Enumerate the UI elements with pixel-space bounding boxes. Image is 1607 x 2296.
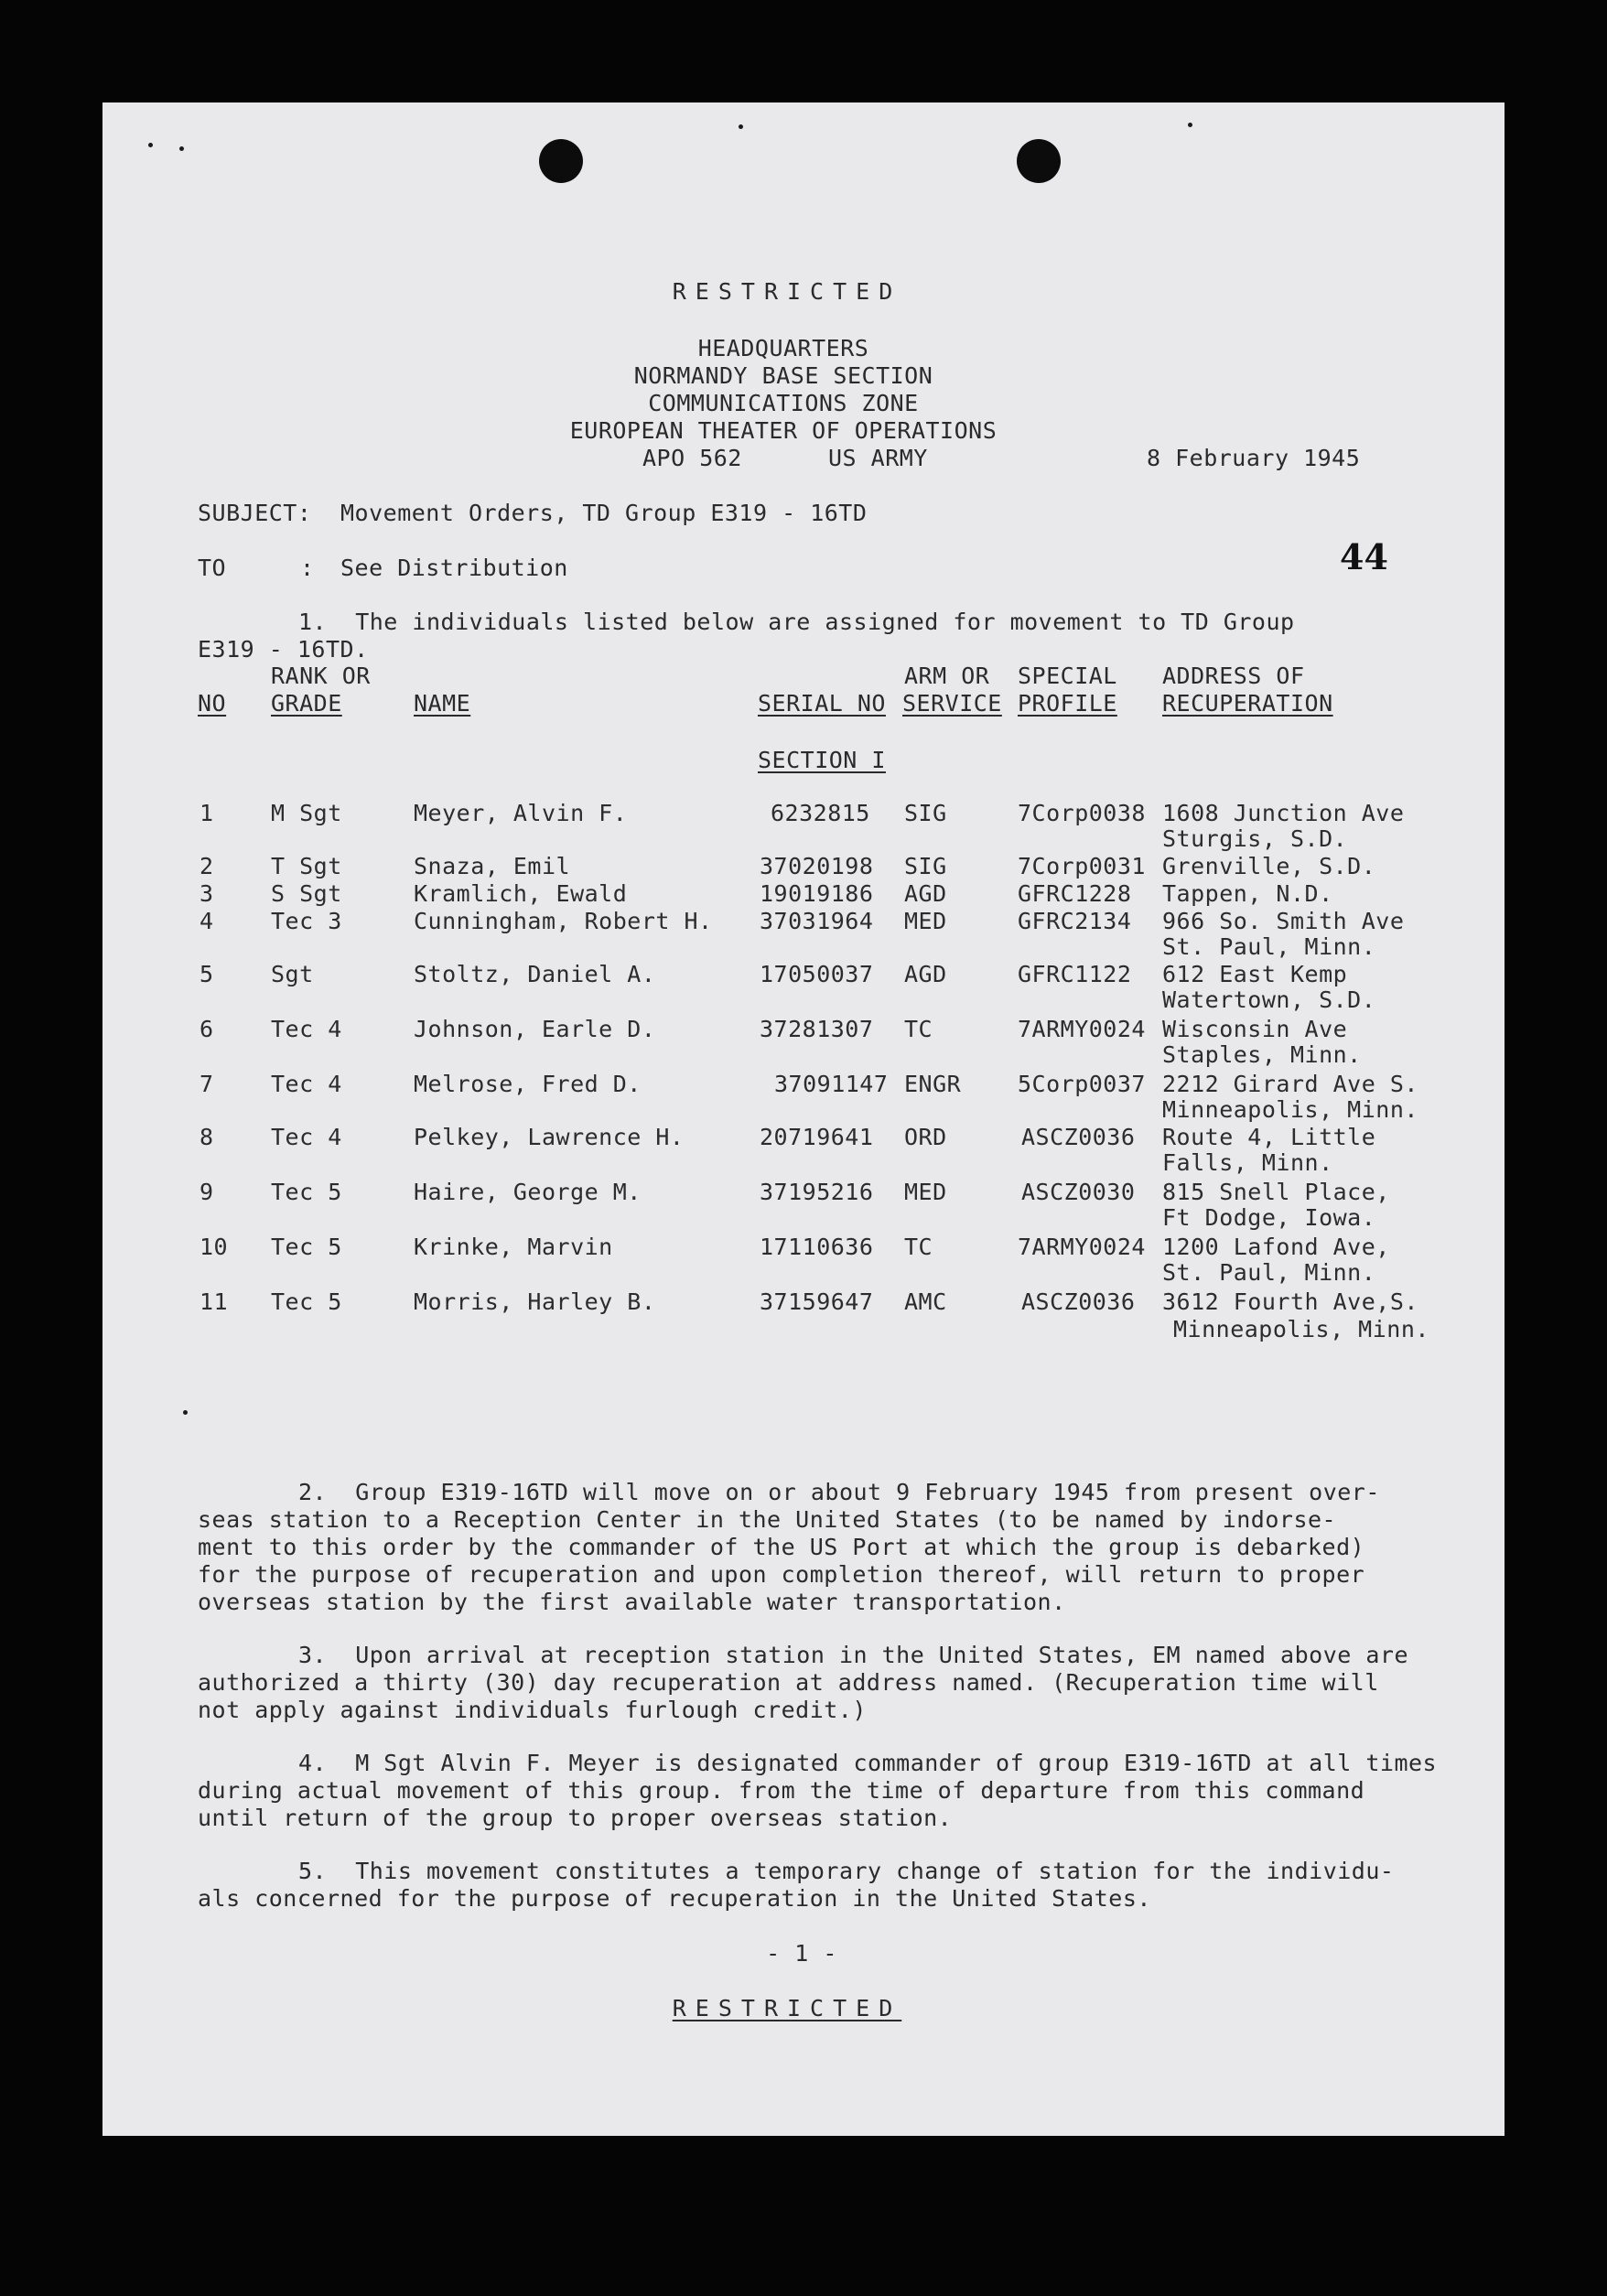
row-grade: Tec 3	[271, 908, 342, 934]
row-address: 966 So. Smith Ave	[1162, 908, 1405, 934]
paragraph-4: during actual movement of this group. from the time of departure from this command	[198, 1777, 1365, 1804]
row-address: Minneapolis, Minn.	[1162, 1096, 1418, 1123]
row-no: 11	[200, 1288, 229, 1315]
paragraph-2: ment to this order by the commander of the US Port at which the group is debarked)	[198, 1534, 1365, 1560]
row-no: 1	[200, 800, 214, 826]
column-header-profile: PROFILE	[1018, 690, 1117, 717]
row-arm: ENGR	[904, 1071, 962, 1097]
row-address: Wisconsin Ave	[1162, 1016, 1348, 1042]
row-profile: ASCZ0036	[1021, 1288, 1136, 1315]
punch-hole-left	[539, 139, 583, 183]
row-name: Krinke, Marvin	[414, 1234, 613, 1260]
column-header: ARM OR	[904, 663, 990, 689]
row-serial: 37091147	[774, 1071, 889, 1097]
row-no: 6	[200, 1016, 214, 1042]
header-line: HEADQUARTERS	[697, 335, 869, 361]
row-address: St. Paul, Minn.	[1162, 933, 1376, 960]
row-address: Falls, Minn.	[1162, 1149, 1333, 1176]
row-serial: 20719641	[760, 1124, 874, 1150]
row-grade: Tec 5	[271, 1288, 342, 1315]
classification-top: RESTRICTED	[672, 278, 902, 305]
row-arm: AGD	[904, 880, 947, 907]
row-profile: 7ARMY0024	[1018, 1016, 1146, 1042]
row-address: Route 4, Little	[1162, 1124, 1376, 1150]
subject-text: Movement Orders, TD Group E319 - 16TD	[340, 500, 868, 526]
subject-label: SUBJECT:	[198, 500, 312, 526]
row-profile: ASCZ0036	[1021, 1124, 1136, 1150]
row-address: 1200 Lafond Ave,	[1162, 1234, 1390, 1260]
row-serial: 37031964	[760, 908, 874, 934]
row-serial: 17110636	[760, 1234, 874, 1260]
document-date: 8 February 1945	[1147, 445, 1361, 471]
footer-page-number: - 1 -	[766, 1940, 837, 1967]
row-grade: Tec 4	[271, 1071, 342, 1097]
row-profile: 5Corp0037	[1018, 1071, 1146, 1097]
row-no: 10	[200, 1234, 229, 1260]
paragraph-4: 4. M Sgt Alvin F. Meyer is designated commander of group E319-16TD at all times	[298, 1750, 1438, 1776]
speck	[183, 1410, 188, 1415]
paragraph-3: 3. Upon arrival at reception station in the United States, EM named above are	[298, 1642, 1408, 1668]
row-name: Cunningham, Robert H.	[414, 908, 713, 934]
paragraph-3: authorized a thirty (30) day recuperation at address named. (Recuperation time will	[198, 1669, 1379, 1696]
row-serial: 37020198	[760, 853, 874, 879]
row-arm: TC	[904, 1016, 933, 1042]
row-address: 815 Snell Place,	[1162, 1179, 1390, 1205]
column-header-grade: GRADE	[271, 690, 342, 717]
row-profile: GFRC1122	[1018, 961, 1132, 987]
row-grade: Tec 4	[271, 1124, 342, 1150]
speck	[148, 143, 153, 147]
row-grade: M Sgt	[271, 800, 342, 826]
row-no: 5	[200, 961, 214, 987]
paragraph-1: 1. The individuals listed below are assigned for movement to TD Group	[298, 609, 1295, 635]
row-name: Morris, Harley B.	[414, 1288, 656, 1315]
row-profile: 7Corp0031	[1018, 853, 1146, 879]
row-serial: 37159647	[760, 1288, 874, 1315]
row-address: 612 East Kemp	[1162, 961, 1348, 987]
classification-bottom: RESTRICTED	[672, 1995, 902, 2021]
row-address: Sturgis, S.D.	[1162, 825, 1348, 852]
header-line: EUROPEAN THEATER OF OPERATIONS	[569, 417, 998, 444]
row-name: Haire, George M.	[414, 1179, 642, 1205]
to-text: See Distribution	[340, 555, 568, 581]
row-address: Watertown, S.D.	[1162, 986, 1376, 1013]
row-no: 4	[200, 908, 214, 934]
row-name: Meyer, Alvin F.	[414, 800, 628, 826]
row-grade: T Sgt	[271, 853, 342, 879]
paragraph-3: not apply against individuals furlough credit.)	[198, 1697, 867, 1723]
column-header-no: NO	[198, 690, 227, 717]
row-profile: ASCZ0030	[1021, 1179, 1136, 1205]
row-grade: Tec 5	[271, 1234, 342, 1260]
row-serial: 6232815	[771, 800, 870, 826]
row-profile: 7Corp0038	[1018, 800, 1146, 826]
row-no: 9	[200, 1179, 214, 1205]
stamped-page-number: 44	[1340, 536, 1388, 577]
row-address: Grenville, S.D.	[1162, 853, 1376, 879]
header-line: COMMUNICATIONS ZONE	[648, 390, 919, 416]
row-arm: ORD	[904, 1124, 947, 1150]
column-header: SPECIAL	[1018, 663, 1117, 689]
speck	[179, 146, 184, 151]
row-arm: SIG	[904, 800, 947, 826]
row-name: Kramlich, Ewald	[414, 880, 628, 907]
row-grade: Sgt	[271, 961, 314, 987]
paragraph-1: E319 - 16TD.	[198, 636, 369, 663]
row-serial: 37195216	[760, 1179, 874, 1205]
row-address: Ft Dodge, Iowa.	[1162, 1204, 1376, 1231]
row-profile: 7ARMY0024	[1018, 1234, 1146, 1260]
paragraph-4: until return of the group to proper overseas station.	[198, 1805, 953, 1831]
row-no: 2	[200, 853, 214, 879]
paragraph-2: 2. Group E319-16TD will move on or about 9 February 1945 from present over-	[298, 1479, 1380, 1505]
to-label: TO	[198, 555, 227, 581]
row-address: Tappen, N.D.	[1162, 880, 1333, 907]
paragraph-2: overseas station by the first available water transportation.	[198, 1589, 1066, 1615]
row-address: St. Paul, Minn.	[1162, 1259, 1376, 1286]
column-header-name: NAME	[414, 690, 471, 717]
section-heading: SECTION I	[758, 747, 886, 773]
row-arm: TC	[904, 1234, 933, 1260]
column-header: ADDRESS OF	[1162, 663, 1305, 689]
row-arm: MED	[904, 1179, 947, 1205]
row-serial: 37281307	[760, 1016, 874, 1042]
row-address: 2212 Girard Ave S.	[1162, 1071, 1418, 1097]
row-address: 3612 Fourth Ave,S.	[1162, 1288, 1418, 1315]
row-name: Melrose, Fred D.	[414, 1071, 642, 1097]
paragraph-2: seas station to a Reception Center in the United States (to be named by indorse-	[198, 1506, 1337, 1533]
header-line: NORMANDY BASE SECTION	[633, 362, 933, 389]
column-header: RANK OR	[271, 663, 371, 689]
row-name: Snaza, Emil	[414, 853, 571, 879]
row-arm: AGD	[904, 961, 947, 987]
row-name: Stoltz, Daniel A.	[414, 961, 656, 987]
column-header-serial: SERIAL NO	[758, 690, 886, 717]
row-name: Pelkey, Lawrence H.	[414, 1124, 685, 1150]
column-header-address: RECUPERATION	[1162, 690, 1333, 717]
row-arm: MED	[904, 908, 947, 934]
row-grade: Tec 4	[271, 1016, 342, 1042]
row-arm: SIG	[904, 853, 947, 879]
row-profile: GFRC2134	[1018, 908, 1132, 934]
row-name: Johnson, Earle D.	[414, 1016, 656, 1042]
row-serial: 19019186	[760, 880, 874, 907]
paragraph-5: als concerned for the purpose of recuperation in the United States.	[198, 1885, 1151, 1912]
row-no: 7	[200, 1071, 214, 1097]
row-address: Staples, Minn.	[1162, 1041, 1362, 1068]
row-no: 8	[200, 1124, 214, 1150]
apo: APO 562	[642, 445, 742, 471]
row-serial: 17050037	[760, 961, 874, 987]
speck	[1188, 123, 1192, 127]
army: US ARMY	[828, 445, 928, 471]
row-grade: Tec 5	[271, 1179, 342, 1205]
row-grade: S Sgt	[271, 880, 342, 907]
punch-hole-right	[1017, 139, 1061, 183]
paragraph-2: for the purpose of recuperation and upon completion thereof, will return to proper	[198, 1561, 1365, 1588]
column-header-arm: SERVICE	[902, 690, 1002, 717]
row-address: 1608 Junction Ave	[1162, 800, 1405, 826]
row-profile: GFRC1228	[1018, 880, 1132, 907]
row-no: 3	[200, 880, 214, 907]
row-address: Minneapolis, Minn.	[1173, 1316, 1429, 1342]
paragraph-5: 5. This movement constitutes a temporary change of station for the individu-	[298, 1858, 1395, 1884]
speck	[739, 124, 743, 129]
to-colon: :	[300, 555, 315, 581]
row-arm: AMC	[904, 1288, 947, 1315]
